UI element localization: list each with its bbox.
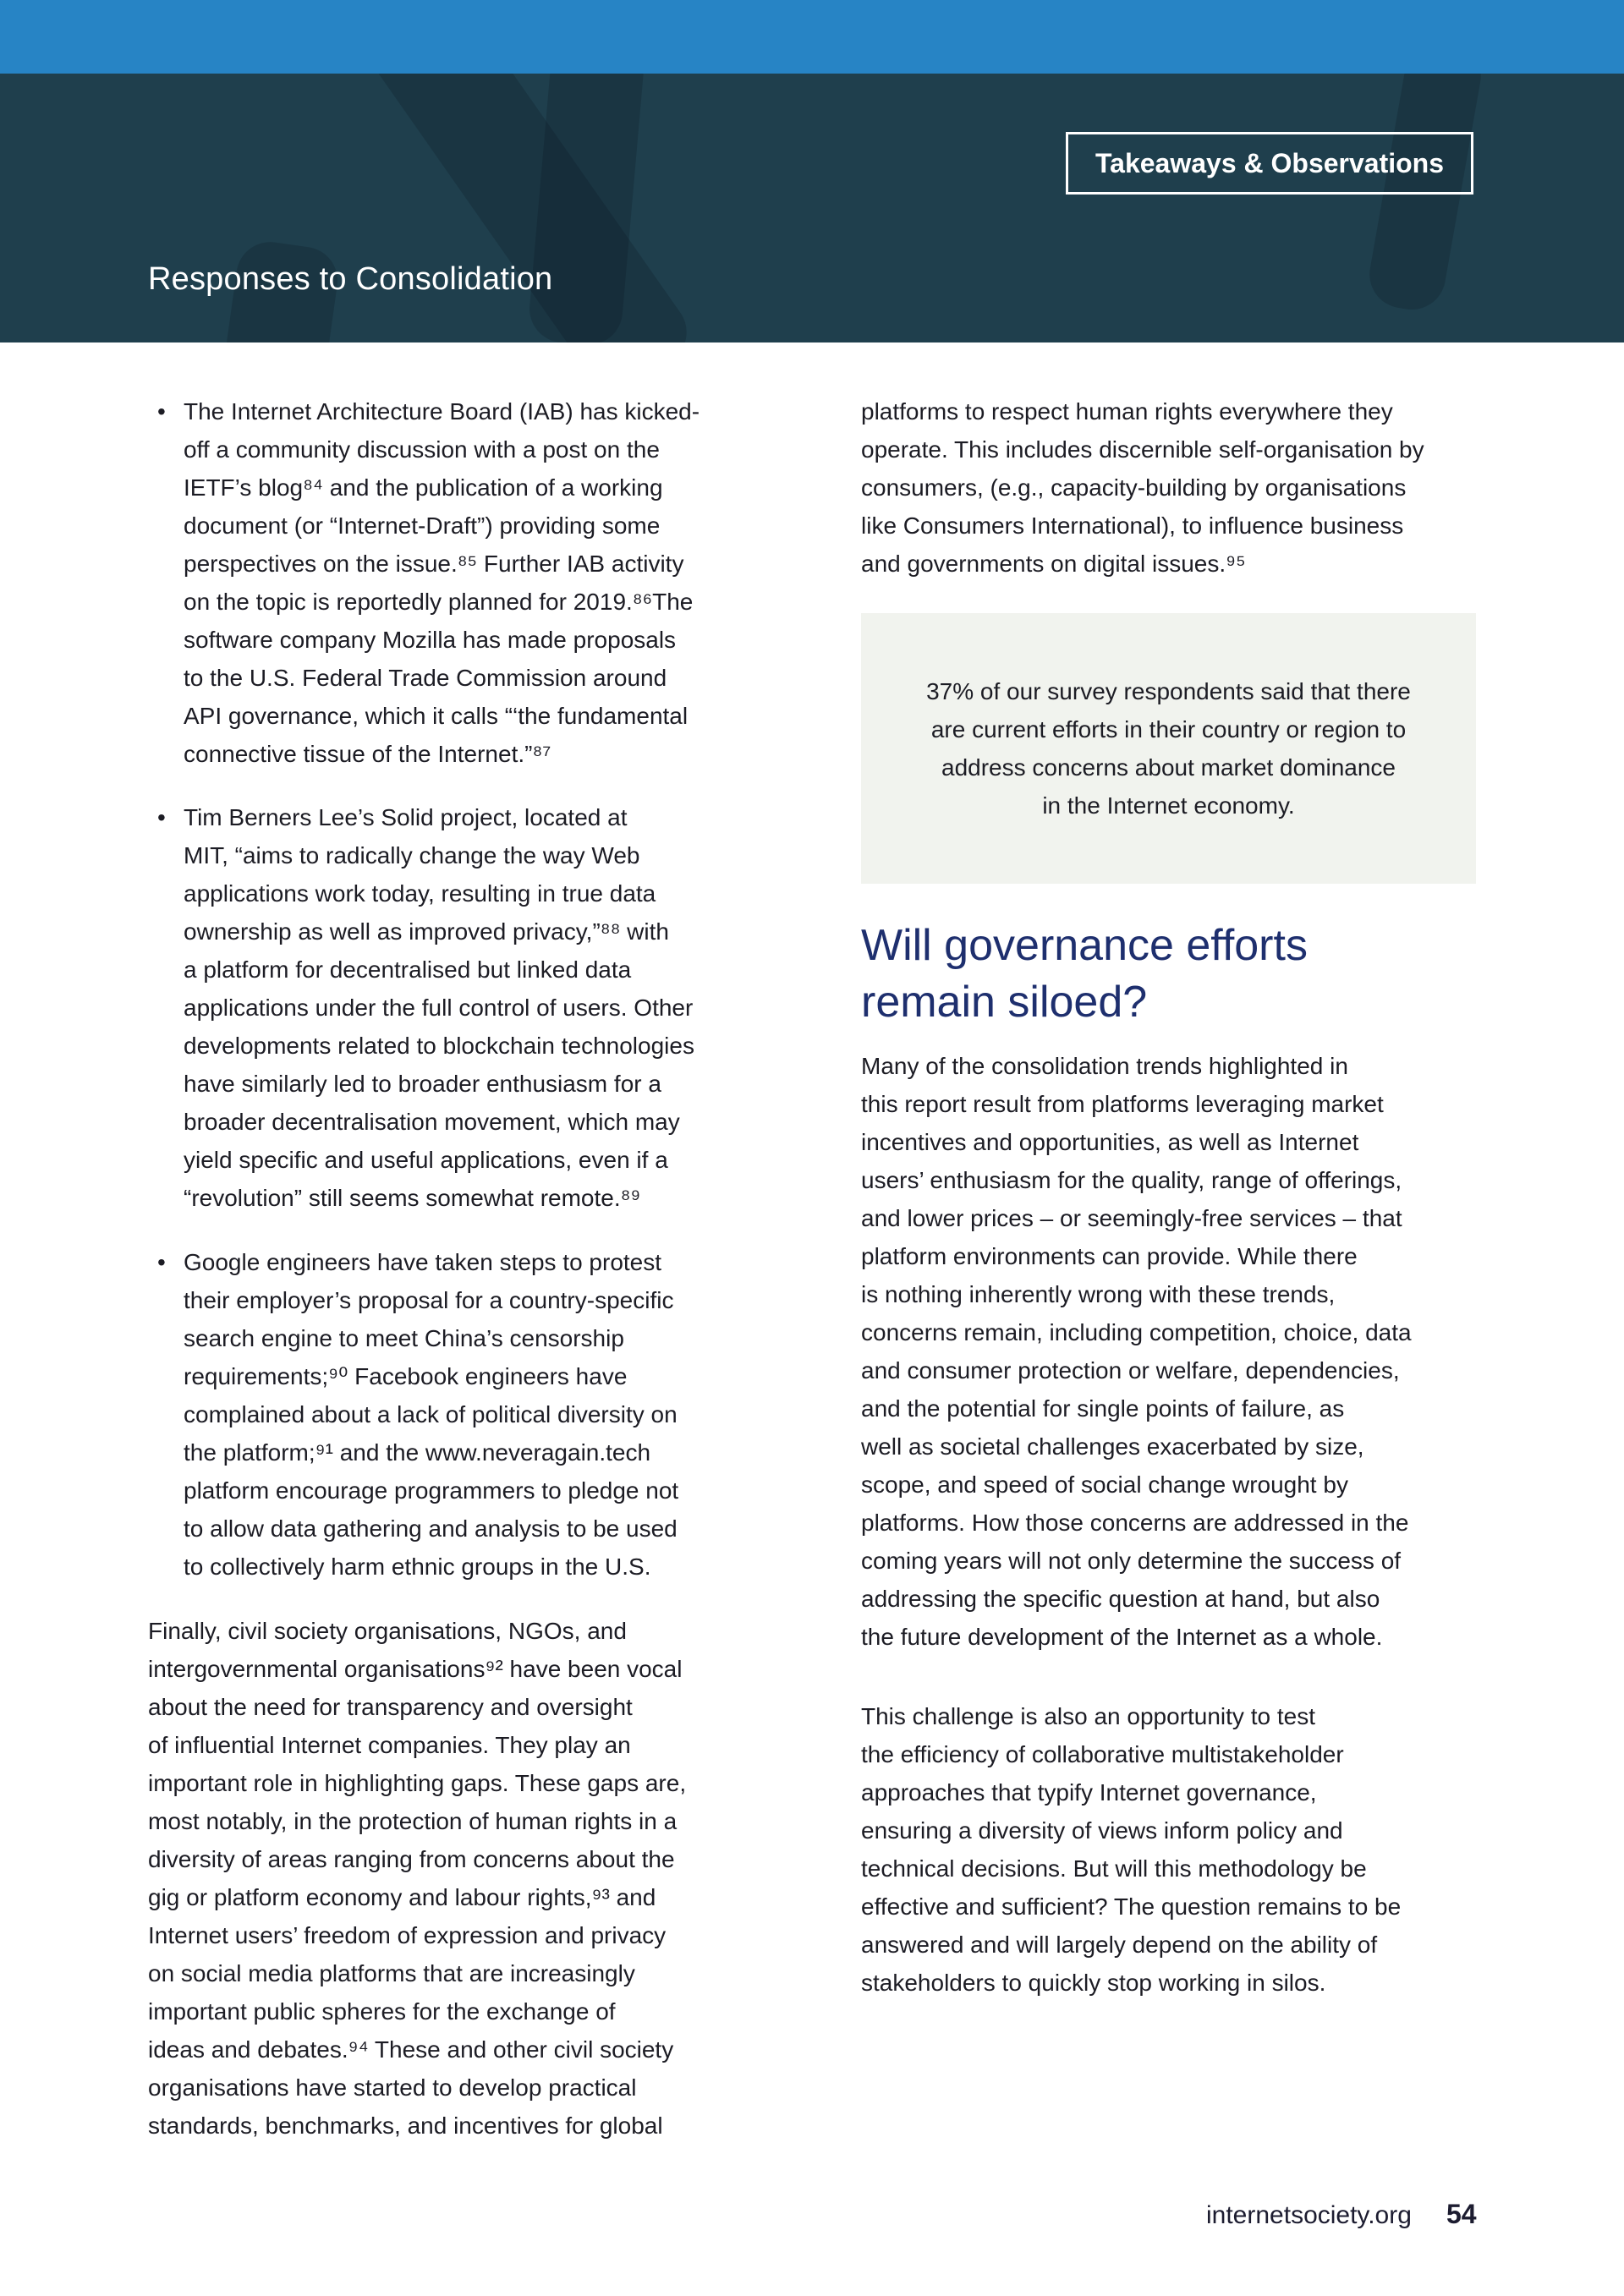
section-header-banner: [0, 74, 1624, 342]
section-title: Responses to Consolidation: [148, 261, 553, 297]
decorative-stripe: [358, 74, 700, 342]
survey-callout-text: 37% of our survey respondents said that there are current efforts in their country or region to address concerns about market dominance in the Internet economy.: [926, 678, 1411, 819]
bullet-item-engineers: Google engineers have taken steps to protest their employer’s proposal for a country-specific search engine to meet China’s censorship requirements;⁹⁰ Facebook engineers have complained about a lack of political diversity on the platform;⁹¹ and the www.neveragain.tech platform encourage programmers to pledge not to allow data gathering and analysis to be used to collectively harm ethnic groups in the U.S.: [184, 1249, 679, 1580]
takeaways-badge: Takeaways & Observations: [1066, 132, 1473, 195]
body-paragraph-1: Many of the consolidation trends highlighted in this report result from platforms leveraging market incentives and opportunities, as well as Internet users’ enthusiasm for the quality, range of offerings, and lower prices – or seemingly-free services – that platform environments can provide. While there is nothing inherently wrong with these trends, concerns remain, including competition, choice, data and consumer protection or welfare, dependencies, and the potential for single points of failure, as well as societal challenges exacerbated by size, scope, and speed of social change wrought by platforms. How those concerns are addressed in the coming years will not only determine the success of addressing the specific question at hand, but also the future development of the Internet as a whole.: [861, 1053, 1412, 1650]
bullet-item-solid: Tim Berners Lee’s Solid project, located at MIT, “aims to radically change the way Web applications work today, resulting in true data ownership as well as improved privacy,”⁸⁸ with a platform for decentralised but linked data applications under the full control of users. Other developments related to blockchain technologies have similarly led to broader enthusiasm for a broader decentralisation movement, which may yield specific and useful applications, even if a “revolution” still seems somewhat remote.⁸⁹: [184, 804, 694, 1211]
survey-callout-box: [861, 613, 1476, 884]
continuation-paragraph: platforms to respect human rights everywhere they operate. This includes discernible self-organisation by consumers, (e.g., capacity-building by organisations like Consumers International), to influence business and governments on digital issues.⁹⁵: [861, 398, 1424, 577]
bullet-item-iab: The Internet Architecture Board (IAB) has kicked- off a community discussion with a post on the IETF’s blog⁸⁴ and the publication of a working document (or “Internet-Draft”) providing some perspectives on the issue.⁸⁵ Further IAB activity on the topic is reportedly planned for 2019.⁸⁶The software company Mozilla has made proposals to the U.S. Federal Trade Commission around API governance, which it calls “‘the fundamental connective tissue of the Internet.”⁸⁷: [184, 398, 700, 767]
footer-site-link[interactable]: internetsociety.org: [1206, 2201, 1412, 2229]
section-heading: Will governance efforts remain siloed?: [861, 921, 1308, 1027]
bullet-marker: •: [157, 1249, 166, 1275]
bullet-marker: •: [157, 398, 166, 425]
page-number: 54: [1446, 2199, 1477, 2229]
body-paragraph-2: This challenge is also an opportunity to test the efficiency of collaborative multistakeholder approaches that typify Internet governance, ensuring a diversity of views inform policy and technical decisions. But will this methodology be effective and sufficient? The question remains to be answered and will largely depend on the ability of stakeholders to quickly stop working in silos.: [861, 1703, 1402, 1996]
civil-society-paragraph: Finally, civil society organisations, NGOs, and intergovernmental organisations⁹² have been vocal about the need for transparency and oversight of influential Internet companies. They play an important role in highlighting gaps. These gaps are, most notably, in the protection of human rights in a diversity of areas ranging from concerns about the gig or platform economy and labour rights,⁹³ and Internet users’ freedom of expression and privacy on social media platforms that are increasingly important public spheres for the exchange of ideas and debates.⁹⁴ These and other civil society organisations have started to develop practical standards, benchmarks, and incentives for global: [148, 1618, 687, 2139]
top-color-band: [0, 0, 1624, 74]
bullet-marker: •: [157, 804, 166, 830]
